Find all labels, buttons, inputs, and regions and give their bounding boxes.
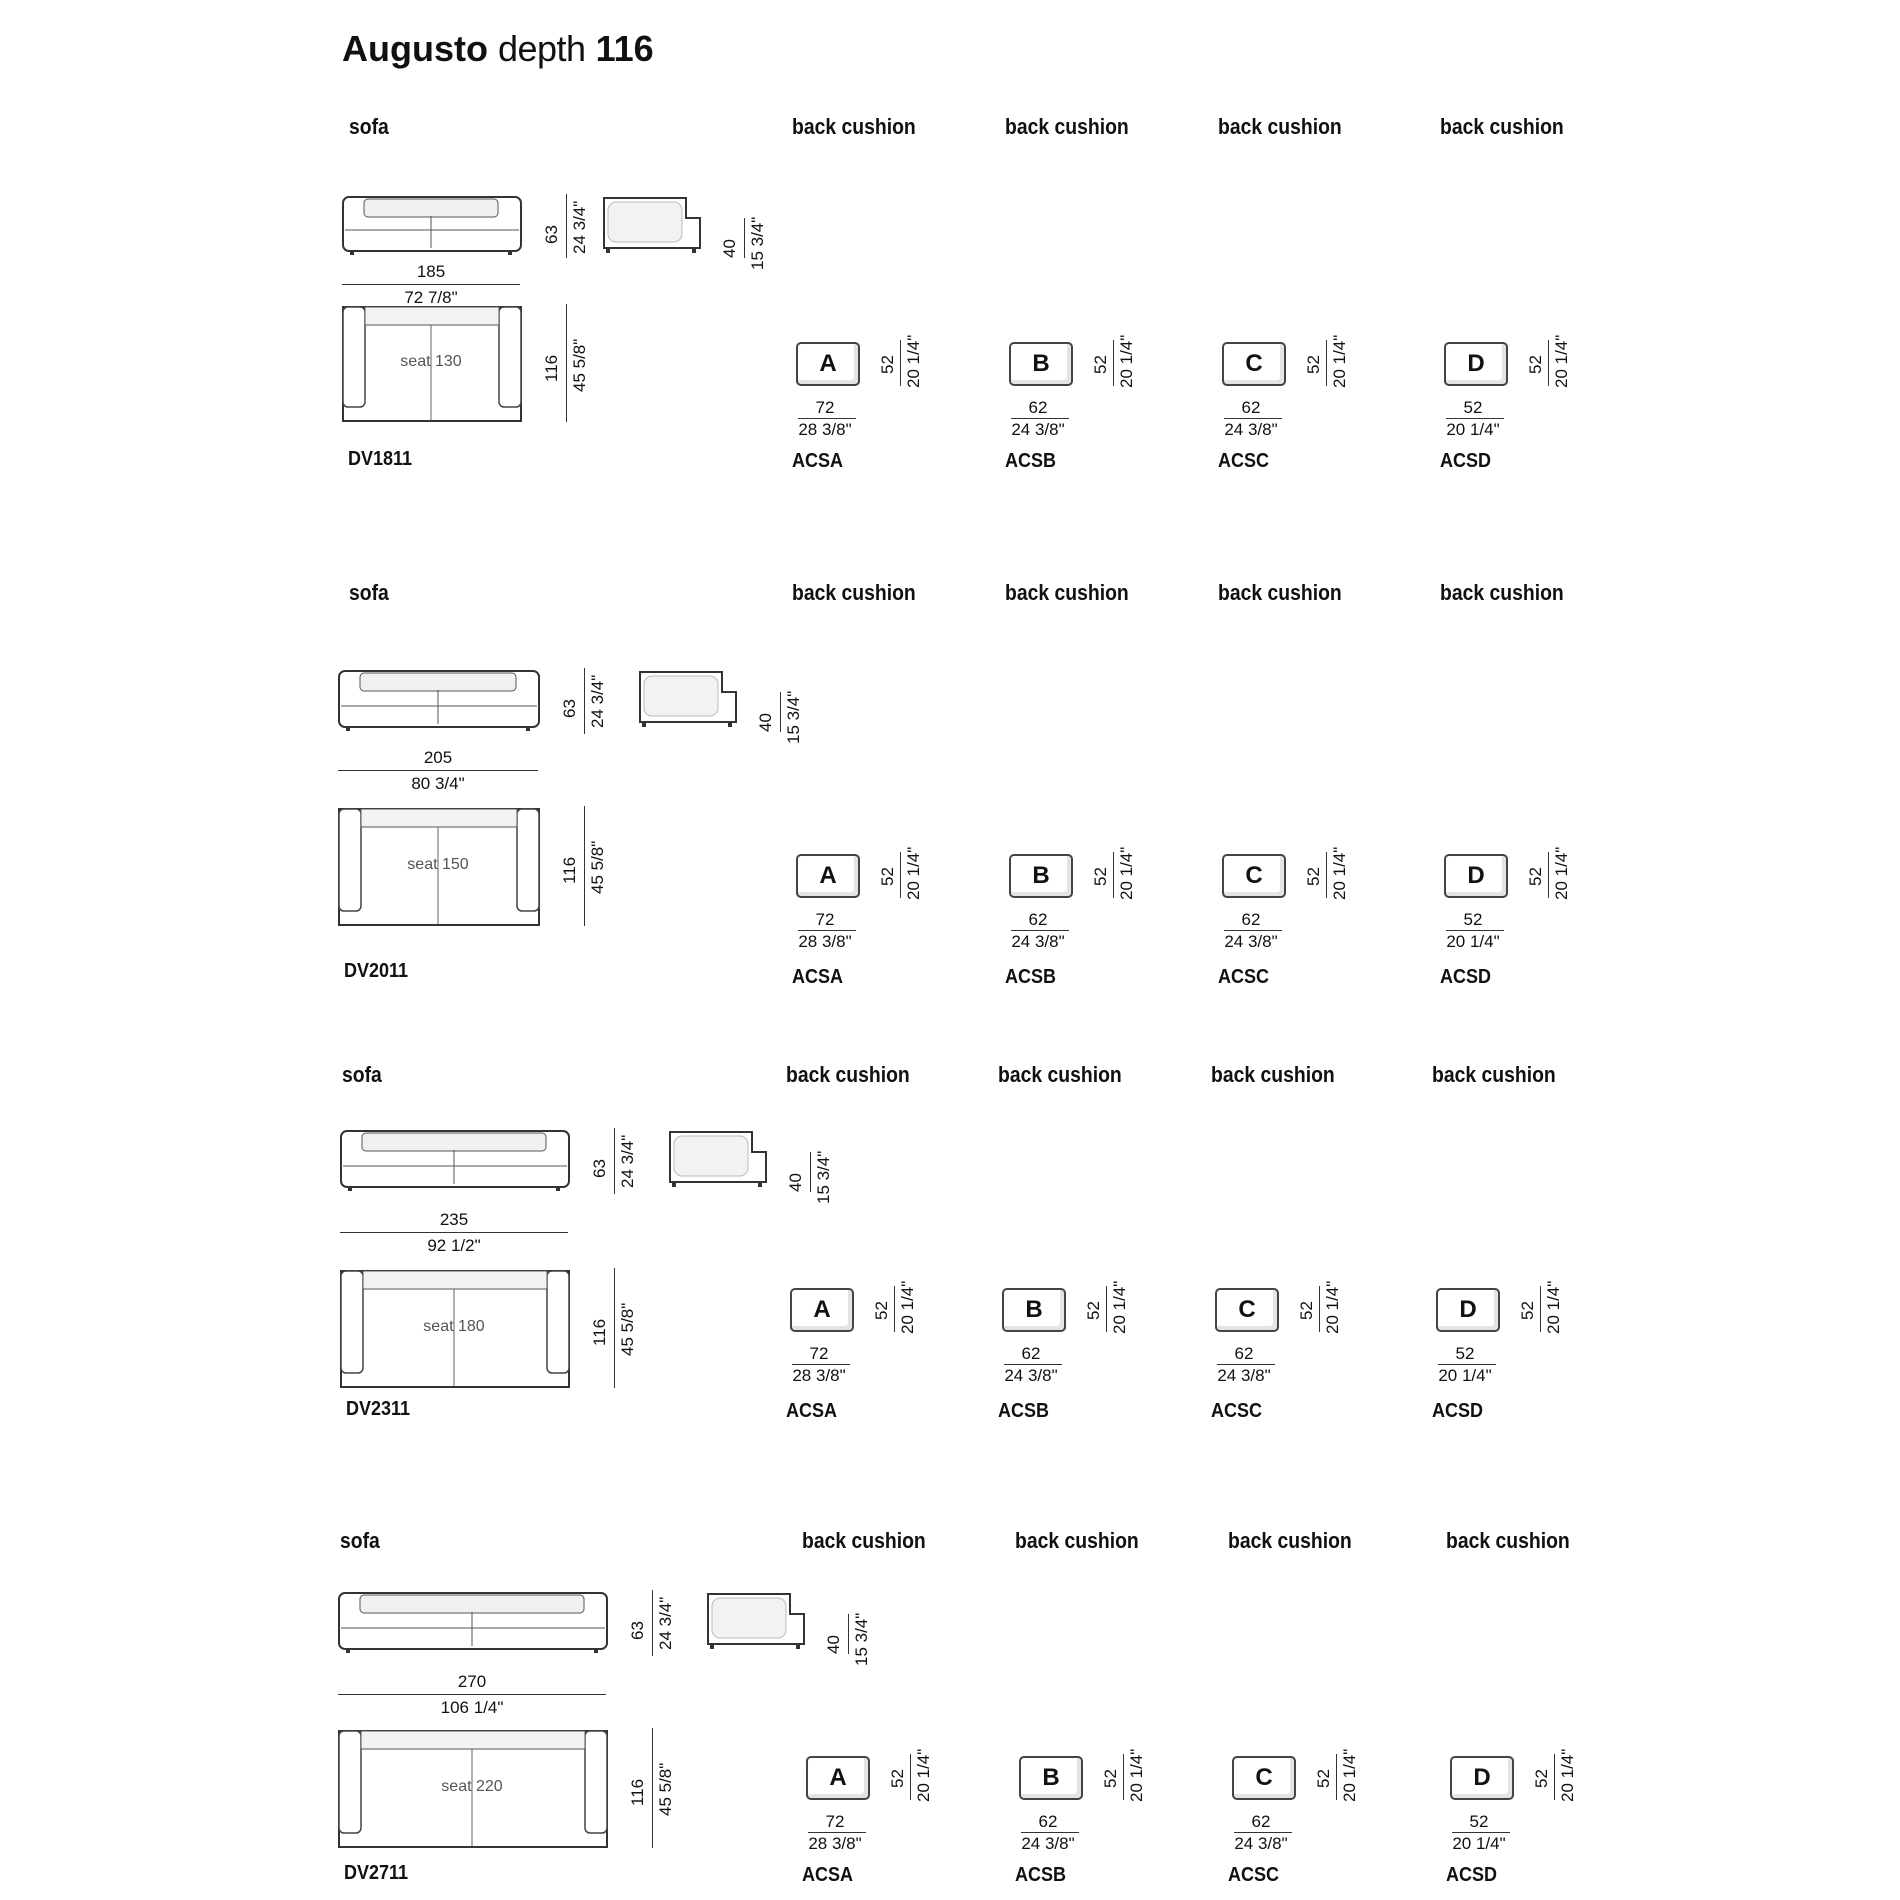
cushion-d-box: D <box>1450 1756 1514 1800</box>
back-cushion-heading: back cushion <box>1228 1528 1352 1553</box>
cushion-width-line <box>1021 1832 1079 1833</box>
cushion-height-cm: 52 <box>1101 1769 1120 1788</box>
sofa-front-back <box>364 199 498 217</box>
sofa-foot <box>346 726 350 731</box>
cushion-width-in: 28 3/8" <box>798 420 852 439</box>
cushion-height-in: 20 1/4" <box>1544 1280 1563 1334</box>
back-cushion-heading: back cushion <box>1440 114 1564 139</box>
cushion-code: ACSC <box>1218 966 1270 988</box>
cushion-width-line <box>1446 418 1504 419</box>
cushion-height-line <box>1326 852 1327 898</box>
cushion-height-cm: 52 <box>1526 355 1545 374</box>
back-cushion-heading: back cushion <box>1005 580 1129 605</box>
cushion-height-in: 20 1/4" <box>904 846 923 900</box>
cushion-width-cm: 52 <box>1463 398 1483 417</box>
sofa-foot <box>758 1182 762 1187</box>
cushion-code: ACSA <box>792 966 844 988</box>
sofa-plan-back <box>361 1731 585 1749</box>
width-dim-line <box>338 1694 606 1695</box>
back-cushion-heading: back cushion <box>1015 1528 1139 1553</box>
cushion-height-cm: 52 <box>1304 867 1323 886</box>
cushion-d-box: D <box>1444 854 1508 898</box>
height-cm-label: 63 <box>628 1621 647 1640</box>
cushion-height-line <box>1548 340 1549 386</box>
cushion-code: ACSD <box>1440 450 1492 472</box>
cushion-width-in: 20 1/4" <box>1452 1834 1506 1853</box>
cushion-d-box: D <box>1436 1288 1500 1332</box>
cushion-height-in: 20 1/4" <box>1323 1280 1342 1334</box>
height-dim-line <box>652 1590 653 1656</box>
cushion-code: ACSD <box>1440 966 1492 988</box>
height-dim-line <box>566 194 567 258</box>
cushion-height-cm: 52 <box>878 355 897 374</box>
cushion-height-cm: 52 <box>1518 1301 1537 1320</box>
cushion-height-line <box>900 340 901 386</box>
cushion-a-box: A <box>790 1288 854 1332</box>
cushion-height-cm: 52 <box>1091 355 1110 374</box>
sofa-heading: sofa <box>340 1528 380 1553</box>
sofa-plan-back <box>365 307 499 325</box>
sofa-heading: sofa <box>349 114 389 139</box>
cushion-width-in: 28 3/8" <box>808 1834 862 1853</box>
cushion-height-line <box>1540 1286 1541 1332</box>
cushion-width-in: 24 3/8" <box>1224 932 1278 951</box>
height-cm-label: 63 <box>590 1159 609 1178</box>
seat-width-label: seat 220 <box>441 1778 503 1795</box>
cushion-width-line <box>1438 1364 1496 1365</box>
cushion-height-in: 20 1/4" <box>1117 846 1136 900</box>
cushion-width-line <box>1011 930 1069 931</box>
sofa-side-view <box>638 670 736 738</box>
cushion-height-cm: 52 <box>1304 355 1323 374</box>
width-in-label: 92 1/2" <box>427 1236 481 1255</box>
cushion-width-in: 20 1/4" <box>1438 1366 1492 1385</box>
cushion-width-in: 28 3/8" <box>792 1366 846 1385</box>
sofa-front-view <box>338 1592 610 1662</box>
cushion-width-line <box>1224 418 1282 419</box>
cushion-height-in: 20 1/4" <box>898 1280 917 1334</box>
cushion-height-cm: 52 <box>1314 1769 1333 1788</box>
seat-width-label: seat 130 <box>400 353 462 370</box>
side-dim-line <box>848 1614 849 1654</box>
width-cm-label: 205 <box>423 748 453 767</box>
depth-cm-label: 116 <box>560 856 579 884</box>
height-cm-label: 63 <box>560 699 579 718</box>
cushion-c-box: C <box>1222 854 1286 898</box>
cushion-code: ACSA <box>786 1400 838 1422</box>
cushion-code: ACSD <box>1432 1400 1484 1422</box>
cushion-width-cm: 72 <box>809 1344 829 1363</box>
back-cushion-heading: back cushion <box>1446 1528 1570 1553</box>
height-cm-label: 63 <box>542 225 561 244</box>
sofa-front-view <box>342 196 524 264</box>
cushion-height-line <box>1554 1754 1555 1800</box>
cushion-height-line <box>1113 852 1114 898</box>
sofa-plan-back <box>361 809 517 827</box>
sofa-heading: sofa <box>349 580 389 605</box>
back-cushion-heading: back cushion <box>802 1528 926 1553</box>
cushion-code: ACSC <box>1228 1864 1280 1886</box>
cushion-width-cm: 62 <box>1241 398 1261 417</box>
height-in-label: 24 3/4" <box>656 1596 675 1650</box>
cushion-code: ACSB <box>1005 450 1057 472</box>
cushion-height-in: 20 1/4" <box>1330 334 1349 388</box>
depth-word: depth <box>497 28 586 69</box>
cushion-c-box: C <box>1222 342 1286 386</box>
cushion-width-cm: 72 <box>815 398 835 417</box>
side-dim-line <box>810 1152 811 1192</box>
side-in-label: 15 3/4" <box>784 690 803 744</box>
sofa-foot <box>556 1186 560 1191</box>
cushion-height-line <box>1113 340 1114 386</box>
height-in-label: 24 3/4" <box>570 200 589 254</box>
depth-in-label: 45 5/8" <box>618 1302 637 1356</box>
width-in-label: 106 1/4" <box>440 1698 504 1717</box>
sofa-foot <box>710 1644 714 1649</box>
width-dim-line <box>340 1232 568 1233</box>
cushion-height-in: 20 1/4" <box>1117 334 1136 388</box>
model-code: DV2711 <box>344 1862 409 1884</box>
height-dim-line <box>584 668 585 734</box>
cushion-width-cm: 52 <box>1463 910 1483 929</box>
cushion-code: ACSD <box>1446 1864 1498 1886</box>
cushion-height-cm: 52 <box>1084 1301 1103 1320</box>
depth-dim-line <box>584 806 585 926</box>
cushion-height-cm: 52 <box>1532 1769 1551 1788</box>
sofa-side-cushion <box>712 1598 786 1638</box>
side-cm-label: 40 <box>720 239 739 258</box>
seat-width-label: seat 180 <box>423 1318 485 1335</box>
cushion-height-cm: 52 <box>1297 1301 1316 1320</box>
sofa-side-cushion <box>644 676 718 716</box>
cushion-code: ACSB <box>1015 1864 1067 1886</box>
back-cushion-heading: back cushion <box>1432 1062 1556 1087</box>
cushion-b-box: B <box>1019 1756 1083 1800</box>
cushion-width-cm: 62 <box>1038 1812 1058 1831</box>
cushion-height-in: 20 1/4" <box>904 334 923 388</box>
width-dim-line <box>342 284 520 285</box>
cushion-height-in: 20 1/4" <box>1330 846 1349 900</box>
cushion-width-in: 24 3/8" <box>1224 420 1278 439</box>
cushion-width-cm: 52 <box>1455 1344 1475 1363</box>
cushion-width-in: 24 3/8" <box>1021 1834 1075 1853</box>
cushion-code: ACSB <box>998 1400 1050 1422</box>
side-in-label: 15 3/4" <box>748 216 767 270</box>
cushion-b-box: B <box>1009 342 1073 386</box>
cushion-width-cm: 62 <box>1234 1344 1254 1363</box>
cushion-width-line <box>798 418 856 419</box>
cushion-width-in: 20 1/4" <box>1446 932 1500 951</box>
cushion-width-line <box>1446 930 1504 931</box>
sofa-side-cushion <box>608 202 682 242</box>
model-code: DV1811 <box>348 448 413 470</box>
cushion-a-box: A <box>806 1756 870 1800</box>
sofa-foot <box>526 726 530 731</box>
cushion-width-line <box>1011 418 1069 419</box>
cushion-width-cm: 72 <box>815 910 835 929</box>
side-in-label: 15 3/4" <box>814 1150 833 1204</box>
sofa-side-view <box>706 1592 804 1660</box>
model-code: DV2311 <box>346 1398 411 1420</box>
sofa-front-view <box>340 1130 572 1200</box>
depth-cm-label: 116 <box>590 1318 609 1346</box>
cushion-width-in: 24 3/8" <box>1011 932 1065 951</box>
cushion-d-box: D <box>1444 342 1508 386</box>
cushion-height-in: 20 1/4" <box>1552 846 1571 900</box>
cushion-width-in: 24 3/8" <box>1011 420 1065 439</box>
sofa-heading: sofa <box>342 1062 382 1087</box>
cushion-width-in: 24 3/8" <box>1234 1834 1288 1853</box>
cushion-height-line <box>1123 1754 1124 1800</box>
depth-dim-line <box>652 1728 653 1848</box>
cushion-code: ACSB <box>1005 966 1057 988</box>
side-cm-label: 40 <box>786 1173 805 1192</box>
cushion-height-in: 20 1/4" <box>1127 1748 1146 1802</box>
back-cushion-heading: back cushion <box>1440 580 1564 605</box>
cushion-width-cm: 62 <box>1028 398 1048 417</box>
sofa-foot <box>594 1648 598 1653</box>
cushion-height-line <box>1106 1286 1107 1332</box>
model-code: DV2011 <box>344 960 409 982</box>
back-cushion-heading: back cushion <box>1005 114 1129 139</box>
cushion-width-cm: 62 <box>1021 1344 1041 1363</box>
height-in-label: 24 3/4" <box>618 1134 637 1188</box>
sofa-front-back <box>360 673 516 691</box>
back-cushion-heading: back cushion <box>998 1062 1122 1087</box>
sofa-side-cushion <box>674 1136 748 1176</box>
cushion-code: ACSA <box>792 450 844 472</box>
side-dim-line <box>780 692 781 732</box>
sofa-foot <box>348 1186 352 1191</box>
sofa-front-view <box>338 670 542 740</box>
width-cm-label: 185 <box>416 262 446 281</box>
back-cushion-heading: back cushion <box>1218 580 1342 605</box>
cushion-height-line <box>1326 340 1327 386</box>
sofa-front-back <box>360 1595 584 1613</box>
depth-dim-line <box>614 1268 615 1388</box>
cushion-width-line <box>1234 1832 1292 1833</box>
cushion-width-line <box>1004 1364 1062 1365</box>
side-cm-label: 40 <box>756 713 775 732</box>
height-in-label: 24 3/4" <box>588 674 607 728</box>
cushion-height-cm: 52 <box>1526 867 1545 886</box>
cushion-a-box: A <box>796 342 860 386</box>
sofa-foot <box>346 1648 350 1653</box>
back-cushion-heading: back cushion <box>792 580 916 605</box>
seat-width-label: seat 150 <box>407 856 469 873</box>
sofa-front-back <box>362 1133 546 1151</box>
cushion-code: ACSC <box>1211 1400 1263 1422</box>
product-name: Augusto <box>342 28 488 69</box>
page-title <box>342 28 654 70</box>
cushion-height-cm: 52 <box>872 1301 891 1320</box>
height-dim-line <box>614 1128 615 1194</box>
depth-cm-label: 116 <box>628 1778 647 1806</box>
cushion-width-cm: 62 <box>1241 910 1261 929</box>
cushion-b-box: B <box>1009 854 1073 898</box>
cushion-height-line <box>894 1286 895 1332</box>
depth-in-label: 45 5/8" <box>656 1762 675 1816</box>
sofa-foot <box>350 250 354 255</box>
sofa-side-view <box>668 1130 766 1198</box>
width-in-label: 80 3/4" <box>411 774 465 793</box>
cushion-height-cm: 52 <box>1091 867 1110 886</box>
cushion-code: ACSA <box>802 1864 854 1886</box>
cushion-width-cm: 62 <box>1028 910 1048 929</box>
cushion-height-line <box>900 852 901 898</box>
cushion-height-line <box>1336 1754 1337 1800</box>
sofa-foot <box>692 248 696 253</box>
cushion-height-line <box>910 1754 911 1800</box>
cushion-width-line <box>1452 1832 1510 1833</box>
cushion-width-cm: 62 <box>1251 1812 1271 1831</box>
cushion-width-line <box>1224 930 1282 931</box>
cushion-height-cm: 52 <box>878 867 897 886</box>
width-cm-label: 270 <box>457 1672 487 1691</box>
width-cm-label: 235 <box>439 1210 469 1229</box>
sofa-foot <box>508 250 512 255</box>
sofa-foot <box>672 1182 676 1187</box>
width-dim-line <box>338 770 538 771</box>
depth-cm-label: 116 <box>542 354 561 382</box>
side-dim-line <box>744 218 745 258</box>
cushion-height-line <box>1319 1286 1320 1332</box>
cushion-a-box: A <box>796 854 860 898</box>
cushion-height-line <box>1548 852 1549 898</box>
cushion-height-cm: 52 <box>888 1769 907 1788</box>
depth-dim-line <box>566 304 567 422</box>
cushion-code: ACSC <box>1218 450 1270 472</box>
back-cushion-heading: back cushion <box>1218 114 1342 139</box>
cushion-height-in: 20 1/4" <box>1552 334 1571 388</box>
cushion-width-in: 20 1/4" <box>1446 420 1500 439</box>
sofa-foot <box>728 722 732 727</box>
cushion-c-box: C <box>1232 1756 1296 1800</box>
back-cushion-heading: back cushion <box>1211 1062 1335 1087</box>
sofa-foot <box>642 722 646 727</box>
back-cushion-heading: back cushion <box>786 1062 910 1087</box>
width-in-label: 72 7/8" <box>404 288 458 307</box>
sofa-foot <box>796 1644 800 1649</box>
cushion-width-line <box>808 1832 866 1833</box>
sofa-foot <box>606 248 610 253</box>
cushion-b-box: B <box>1002 1288 1066 1332</box>
cushion-width-in: 24 3/8" <box>1004 1366 1058 1385</box>
cushion-width-line <box>1217 1364 1275 1365</box>
sofa-side-view <box>602 196 700 262</box>
cushion-width-in: 28 3/8" <box>798 932 852 951</box>
back-cushion-heading: back cushion <box>792 114 916 139</box>
cushion-width-line <box>798 930 856 931</box>
cushion-height-in: 20 1/4" <box>1110 1280 1129 1334</box>
cushion-width-cm: 52 <box>1469 1812 1489 1831</box>
cushion-height-in: 20 1/4" <box>1340 1748 1359 1802</box>
side-cm-label: 40 <box>824 1635 843 1654</box>
cushion-width-in: 24 3/8" <box>1217 1366 1271 1385</box>
cushion-height-in: 20 1/4" <box>914 1748 933 1802</box>
depth-value: 116 <box>595 28 654 69</box>
cushion-height-in: 20 1/4" <box>1558 1748 1577 1802</box>
side-in-label: 15 3/4" <box>852 1612 871 1666</box>
sofa-plan-back <box>363 1271 547 1289</box>
cushion-width-line <box>792 1364 850 1365</box>
depth-in-label: 45 5/8" <box>570 338 589 392</box>
depth-in-label: 45 5/8" <box>588 840 607 894</box>
cushion-c-box: C <box>1215 1288 1279 1332</box>
cushion-width-cm: 72 <box>825 1812 845 1831</box>
